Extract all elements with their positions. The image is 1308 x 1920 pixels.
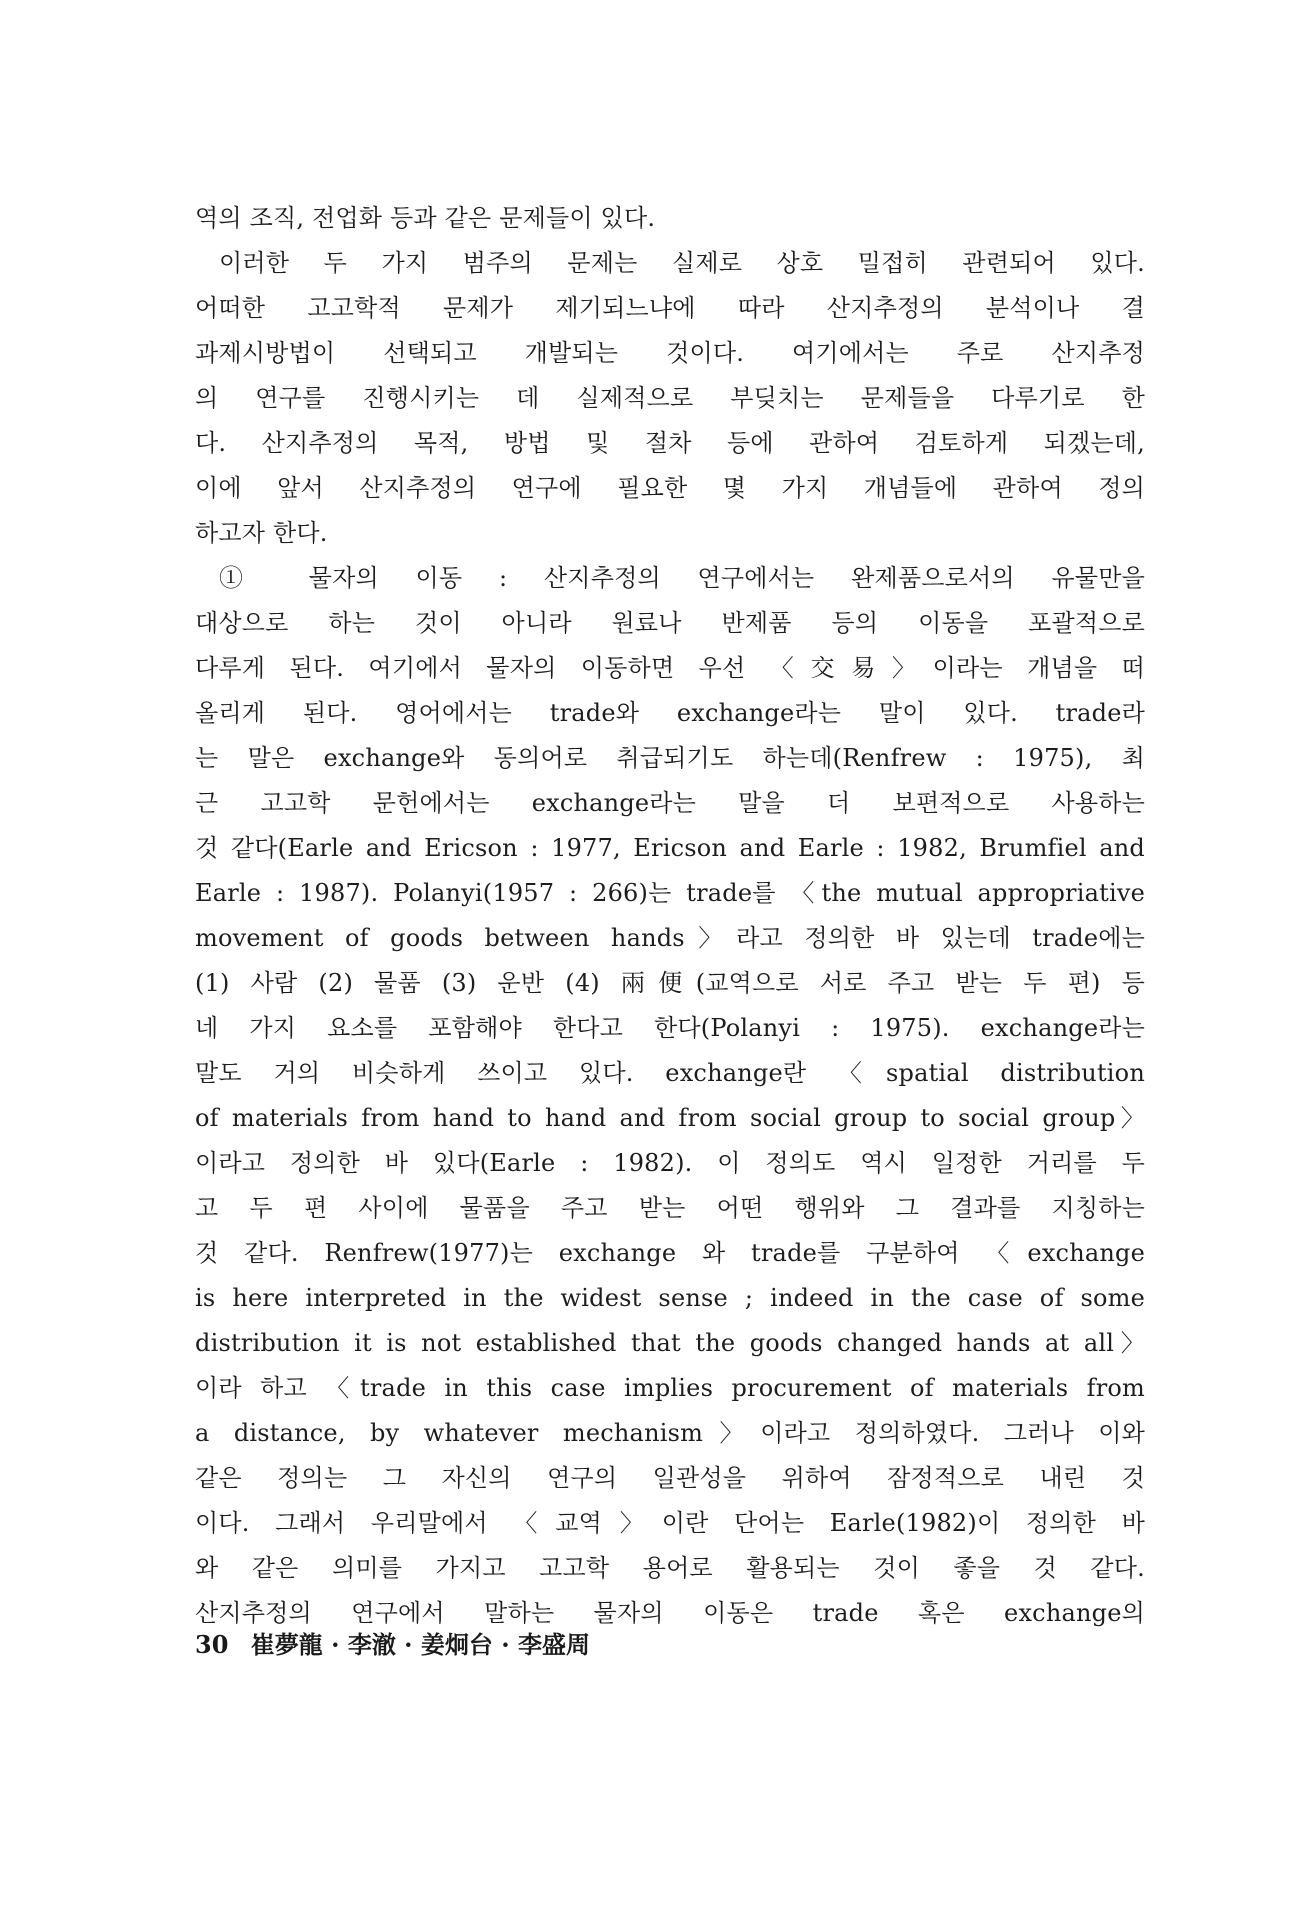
text-line: 다루게 된다. 여기에서 물자의 이동하면 우선 〈交易〉이라는 개념을 떠 <box>195 654 1145 682</box>
text-line: 네 가지 요소를 포함해야 한다고 한다(Polanyi : 1975). exchange라는 <box>195 1014 1145 1042</box>
text-line: (1) 사람 (2) 물품 (3) 운반 (4) 兩便(교역으로 서로 주고 받는 두 편) 등 <box>195 969 1145 997</box>
text-line: 같은 정의는 그 자신의 연구의 일관성을 위하여 잠정적으로 내린 것 <box>195 1464 1145 1492</box>
text-line: 고 두 편 사이에 물품을 주고 받는 어떤 행위와 그 결과를 지칭하는 <box>195 1194 1145 1222</box>
text-line: 의 연구를 진행시키는 데 실제적으로 부딪치는 문제들을 다루기로 한 <box>195 384 1145 412</box>
text-line: 근 고고학 문헌에서는 exchange라는 말을 더 보편적으로 사용하는 <box>195 789 1145 817</box>
text-line: 과제시방법이 선택되고 개발되는 것이다. 여기에서는 주로 산지추정 <box>195 339 1145 367</box>
text-line: 것 같다. Renfrew(1977)는 exchange 와 trade를 구분하여 〈exchange <box>195 1239 1145 1267</box>
text-line: Earle : 1987). Polanyi(1957 : 266)는 trade를 〈the mutual appropriative <box>195 879 1145 907</box>
footer-authors: 崔夢龍 · 李澈 · 姜炯台 · 李盛周 <box>250 1630 590 1659</box>
body-text <box>195 196 1145 1636</box>
text-line: movement of goods between hands〉라고 정의한 바 있는데 trade에는 <box>195 924 1145 952</box>
page-number: 30 <box>195 1630 229 1659</box>
text-line: 이라고 정의한 바 있다(Earle : 1982). 이 정의도 역시 일정한 거리를 두 <box>195 1149 1145 1177</box>
page-footer <box>195 1625 995 1665</box>
text-line: of materials from hand to hand and from social group to social group〉 <box>195 1104 1145 1132</box>
text-line: 산지추정의 연구에서 말하는 물자의 이동은 trade 혹은 exchange의 <box>195 1599 1145 1627</box>
text-line: 말도 거의 비슷하게 쓰이고 있다. exchange란 〈spatial distribution <box>195 1059 1145 1087</box>
text-line: 역의 조직, 전업화 등과 같은 문제들이 있다. <box>195 204 656 232</box>
text-line: 는 말은 exchange와 동의어로 취급되기도 하는데(Renfrew : 1975), 최 <box>195 744 1145 772</box>
text-line: 와 같은 의미를 가지고 고고학 용어로 활용되는 것이 좋을 것 같다. <box>195 1554 1145 1582</box>
text-line: distribution it is not established that the goods changed hands at all〉 <box>195 1329 1145 1357</box>
text-line: 하고자 한다. <box>195 519 328 547</box>
text-line: 이에 앞서 산지추정의 연구에 필요한 몇 가지 개념들에 관하여 정의 <box>195 474 1145 502</box>
text-line: ① 물자의 이동 : 산지추정의 연구에서는 완제품으로서의 유물만을 <box>219 564 1145 592</box>
text-line: 어떠한 고고학적 문제가 제기되느냐에 따라 산지추정의 분석이나 결 <box>195 294 1145 322</box>
text-line: 이다. 그래서 우리말에서 〈교역〉이란 단어는 Earle(1982)이 정의한 바 <box>195 1509 1145 1537</box>
text-line: 대상으로 하는 것이 아니라 원료나 반제품 등의 이동을 포괄적으로 <box>195 609 1145 637</box>
text-line: a distance, by whatever mechanism〉이라고 정의하였다. 그러나 이와 <box>195 1419 1145 1447</box>
text-line: 올리게 된다. 영어에서는 trade와 exchange라는 말이 있다. trade라 <box>195 699 1145 727</box>
text-line: 다. 산지추정의 목적, 방법 및 절차 등에 관하여 검토하게 되겠는데, <box>195 429 1145 457</box>
text-line: 이라 하고 〈trade in this case implies procurement of materials from <box>195 1374 1145 1402</box>
text-line: 이러한 두 가지 범주의 문제는 실제로 상호 밀접히 관련되어 있다. <box>219 249 1145 277</box>
text-line: 것 같다(Earle and Ericson : 1977, Ericson and Earle : 1982, Brumfiel and <box>195 834 1145 862</box>
text-line: is here interpreted in the widest sense ; indeed in the case of some <box>195 1284 1145 1312</box>
